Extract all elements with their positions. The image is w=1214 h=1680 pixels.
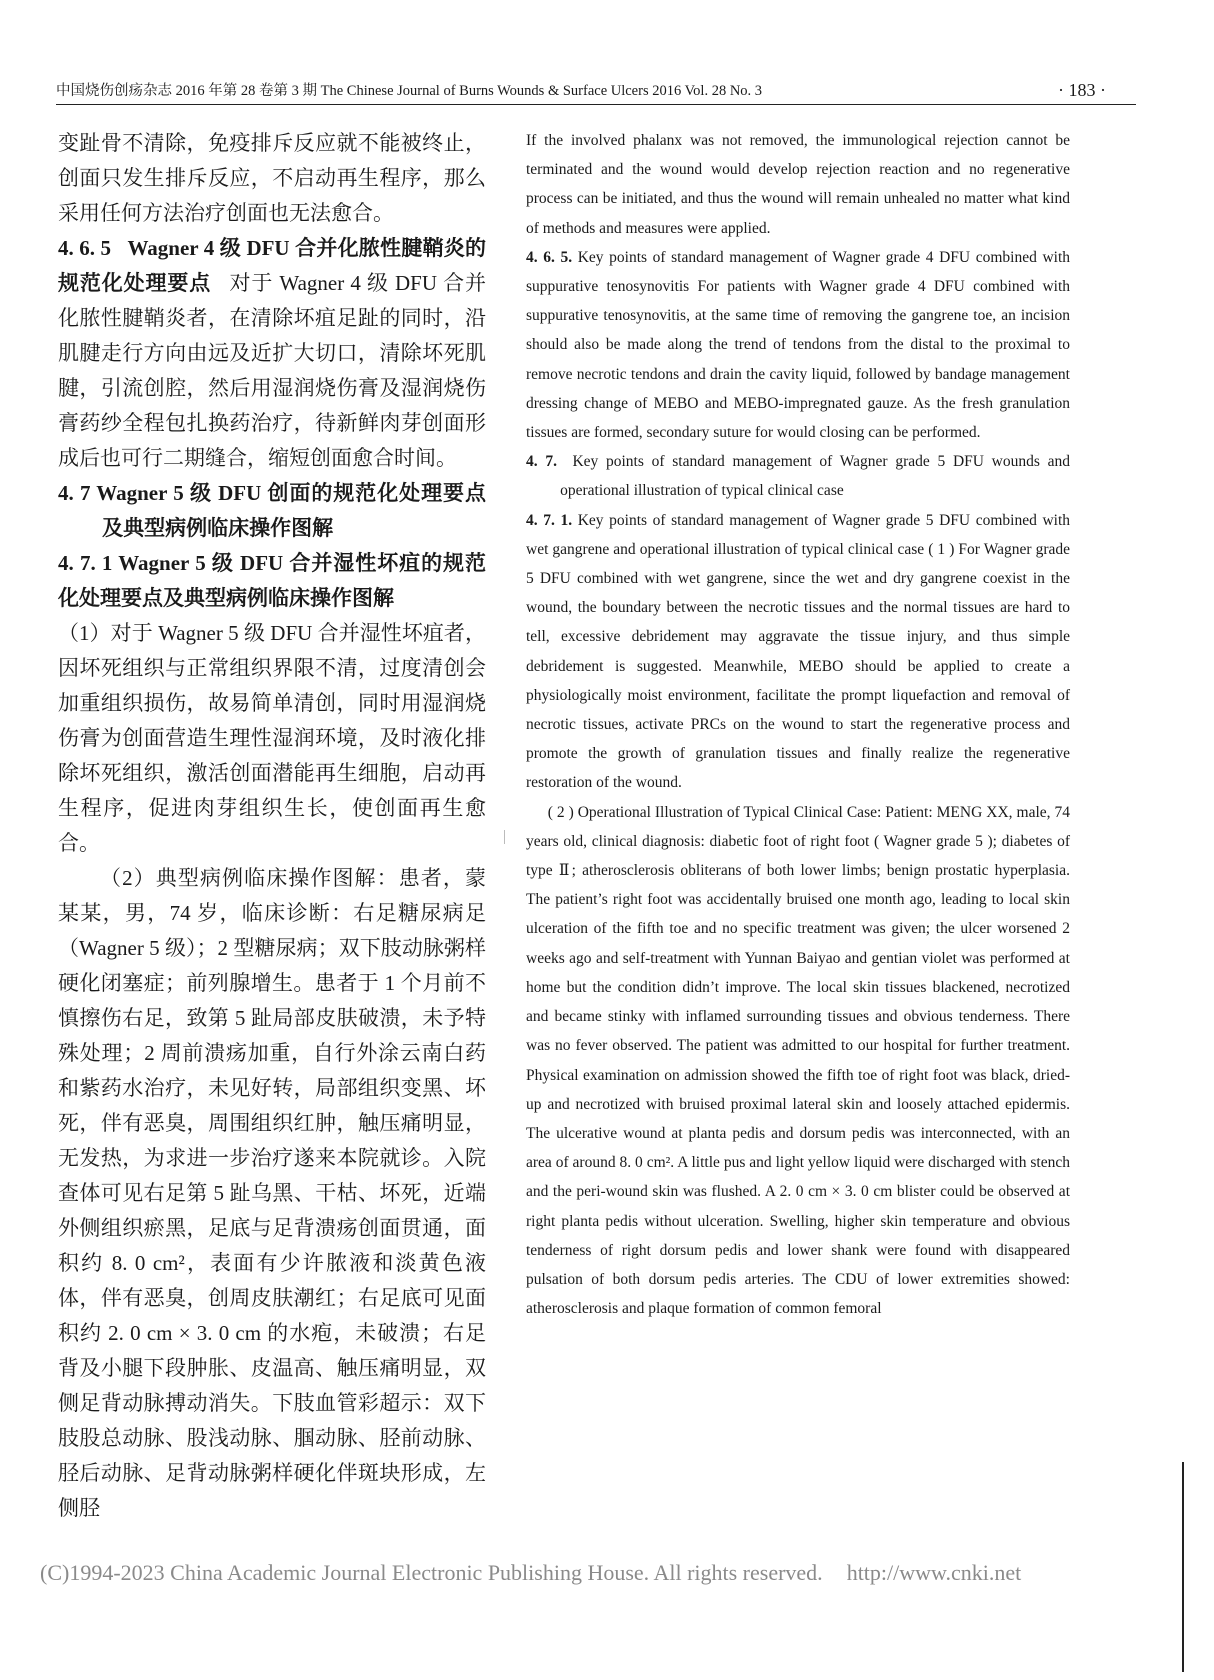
en-section-number: 4. 7. 1. [526, 511, 573, 529]
cn-paragraph-2: （1）对于 Wagner 5 级 DFU 合并湿性坏疽者，因坏死组织与正常组织界限不清，过度清创会加重组织损伤，故易简单清创，同时用湿润烧伤膏为创面营造生理性湿润环境，及时液化排除坏死组织，激活创面潜能再生细胞，启动再生程序，促进肉芽组织生长，使创面再生愈合。 [58, 621, 486, 855]
en-section-body: Key points of standard management of Wagner grade 4 DFU combined with suppurative tenosynovitis For patients with Wagner grade 4 DFU combined with suppurative tenosynovitis, at the same time of removing the gangrene toe, an incision should also be made along the trend of tendons from the distal to the proximal to remove necrotic tendons and drain the cavity liquid, followed by bandage management dressing change of MEBO and MEBO-impregnated gauze. As the fresh granulation tissues are formed, secondary suture for would closing can be performed. [526, 248, 1071, 442]
cn-paragraph-1: 变趾骨不清除，免疫排斥反应就不能被终止，创面只发生排斥反应，不启动再生程序，那么采用任何方法治疗创面也无法愈合。 [58, 131, 486, 225]
copyright-notice: (C)1994-2023 China Academic Journal Electronic Publishing House. All rights reserved. [40, 1560, 823, 1585]
journal-citation: 中国烧伤创疡杂志 2016 年第 28 卷第 3 期 The Chinese Journal of Burns Wounds & Surface Ulcers 2016 Vol. 28 No. 3 [56, 83, 763, 99]
cn-section-title: Wagner 4 级 DFU 合并化脓性腱鞘炎的规范化处理要点 [58, 236, 486, 295]
en-section-4-7 [526, 447, 1070, 505]
cn-section-body: 对于 Wagner 4 级 DFU 合并化脓性腱鞘炎者，在清除坏疽足趾的同时，沿肌腱走行方向由远及近扩大切口，清除坏死肌腱，引流创腔，然后用湿润烧伤膏及湿润烧伤膏药纱全程包扎换药治疗，待新鲜肉芽创面形成后也可行二期缝合，缩短创面愈合时间。 [58, 271, 486, 470]
en-section-number: 4. 6. 5. [526, 248, 573, 266]
footer-watermark [40, 1560, 1180, 1586]
en-paragraph-3: ( 2 ) Operational Illustration of Typical Clinical Case: Patient: MENG XX, male, 74 years old, clinical diagnosis: diabetic foot of right foot ( Wagner grade 5 ); diabetes of type Ⅱ; atherosclerosis obliterans of both lower limbs; benign prostatic hyperplasia. The patient’s right foot was accidentally bruised one month ago, leading to local skin ulceration of the fifth toe and no specific treatment was given; the ulcer worsened 2 weeks ago and self-treatment with Yunnan Baiyao and gentian violet was performed at home but the condition didn’t improve. The local skin tissues blackened, necrotized and became stinky with inflamed surrounding tissues and obvious tenderness. There was no fever observed. The patient was admitted to our hospital for further treatment. Physical examination on admission showed the fifth toe of right foot was black, dried-up and necrotized with bruised proximal lateral skin and loosely attached epidermis. The ulcerative wound at planta pedis and dorsum pedis was interconnected, with an area of around 8. 0 cm². A little pus and light yellow liquid were discharged with stench and the peri-wound skin was flushed. A 2. 0 cm × 3. 0 cm blister could be observed at right planta pedis without ulceration. Swelling, higher skin temperature and obvious tenderness of right dorsum pedis and lower shank were found with disappeared pulsation of both dorsum pedis arteries. The CDU of lower extremities showed: atherosclerosis and plaque formation of common femoral [526, 803, 1070, 1318]
cn-section-number: 4. 6. 5 [58, 236, 111, 260]
chinese-column [58, 126, 486, 1526]
en-section-title: Key points of standard management of Wagner grade 5 DFU wounds and operational illustration of typical clinical case [560, 453, 1071, 500]
en-section-4-6-5 [526, 243, 1070, 447]
footer-url[interactable]: http://www.cnki.net [846, 1560, 1022, 1585]
en-section-number: 4. 7. [526, 453, 557, 471]
cn-section-4-7-1-heading: 4. 7. 1 Wagner 5 级 DFU 合并湿性坏疽的规范化处理要点及典型病例临床操作图解 [58, 551, 486, 610]
cn-section-4-6-5 [58, 231, 486, 476]
en-section-body: Key points of standard management of Wagner grade 5 DFU combined with wet gangrene and operational illustration of typical clinical case ( 1 ) For Wagner grade 5 DFU combined with wet gangrene, since the wet and dry gangrene coexist in the wound, the boundary between the necrotic tissues and the normal tissues are hard to tell, excessive debridement may aggravate the tissue injury, and thus simple debridement is suggested. Meanwhile, MEBO should be applied to create a physiologically moist environment, facilitate the prompt liquefaction and removal of necrotic tissues, activate PRCs on the wound to start the regenerative process and promote the growth of granulation tissues and finally realize the regenerative restoration of the wound. [526, 511, 1071, 792]
running-header [56, 78, 1136, 105]
cn-section-4-7-heading: 4. 7 Wagner 5 级 DFU 创面的规范化处理要点及典型病例临床操作图解 [58, 481, 486, 540]
page-edge-line [1182, 1462, 1184, 1672]
cn-paragraph-3: （2）典型病例临床操作图解：患者，蒙某某，男，74 岁，临床诊断：右足糖尿病足（Wagner 5 级）；2 型糖尿病；双下肢动脉粥样硬化闭塞症；前列腺增生。患者于 1 个月前不慎擦伤右足，致第 5 趾局部皮肤破溃，未予特殊处理；2 周前溃疡加重，自行外涂云南白药和紫药水治疗，未见好转，局部组织变黑、坏死，伴有恶臭，周围组织红肿，触压痛明显，无发热，为求进一步治疗遂来本院就诊。入院查体可见右足第 5 趾乌黑、干枯、坏死，近端外侧组织瘀黑，足底与足背溃疡创面贯通，面积约 8. 0 cm²，表面有少许脓液和淡黄色液体，伴有恶臭，创周皮肤潮红；右足底可见面积约 2. 0 cm × 3. 0 cm 的水疱，未破溃；右足背及小腿下段肿胀、皮温高、触压痛明显，双侧足背动脉搏动消失。下肢血管彩超示：双下肢股总动脉、股浅动脉、腘动脉、胫前动脉、胫后动脉、足背动脉粥样硬化伴斑块形成，左侧胫 [58, 866, 486, 1520]
english-column [526, 126, 1070, 1323]
column-divider-mark [504, 830, 505, 844]
page-number: · 183 · [1058, 80, 1106, 100]
en-section-4-7-1 [526, 506, 1070, 798]
en-paragraph-1: If the involved phalanx was not removed, the immunological rejection cannot be terminated and the wound would develop rejection reaction and no regenerative process can be initiated, and thus the wound will remain unhealed no matter what kind of methods and measures were applied. [526, 132, 1070, 237]
